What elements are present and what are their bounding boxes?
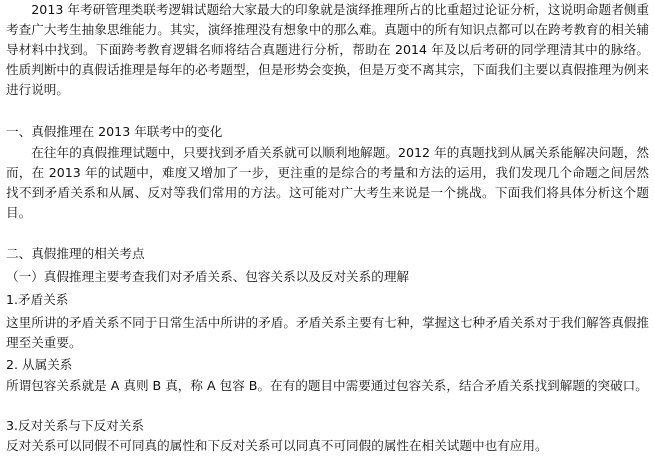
item1-body: 这里所讲的矛盾关系不同于日常生活中所讲的矛盾。矛盾关系主要有七种，掌握这七种矛盾关系对于我们解答真假推理至关重要。 — [6, 315, 649, 350]
section1-heading: 一、真假推理在 2013 年联考中的变化 — [6, 124, 223, 139]
section2-heading: 二、真假推理的相关考点 — [6, 246, 145, 261]
item2-body: 所谓包容关系就是 A 真则 B 真，称 A 包容 B。在有的题目中需要通过包容关系，结合矛盾关系找到解题的突破口。 — [6, 378, 648, 393]
section1-body: 在往年的真假推理试题中，只要找到矛盾关系就可以顺利地解题。2012 年的真题找到从属关系能解决问题，然而，在 2013 年的试题中，难度又增加了一步，更注重的是综合的考量和方法的运用，我们发现几个命题之间居然找不到矛盾关系和从属、反对等我们常用的方法。这可能对广大考生来说是一个挑战。下面我们将具体分析这个题目。 — [6, 145, 649, 220]
item3-title: 3.反对关系与下反对关系 — [6, 418, 144, 433]
intro-paragraph: 2013 年考研管理类联考逻辑试题给大家最大的印象就是演绎推理所占的比重超过论证分析，这说明命题者侧重考查广大考生抽象思维能力。其实，演绎推理没有想象中的那么难。真题中的所有知识点都可以在跨考教育的相关辅导材料中找到。下面跨考教育逻辑名师将结合真题进行分析，帮助在 2014 年及以后考研的同学理清其中的脉络。性质判断中的真假话推理是每年的必考题型，但是形势会变换，但是万变不离其宗，下面我们主要以真假推理为例来进行说明。 — [6, 2, 649, 97]
item1-title: 1.矛盾关系 — [6, 292, 69, 307]
section2-subheading: （一）真假推理主要考查我们对矛盾关系、包容关系以及反对关系的理解 — [6, 269, 409, 284]
item3-body: 反对关系可以同假不可同真的属性和下反对关系可以同真不可同假的属性在相关试题中也有应用。 — [6, 438, 548, 453]
item2-title: 2. 从属关系 — [6, 357, 73, 372]
